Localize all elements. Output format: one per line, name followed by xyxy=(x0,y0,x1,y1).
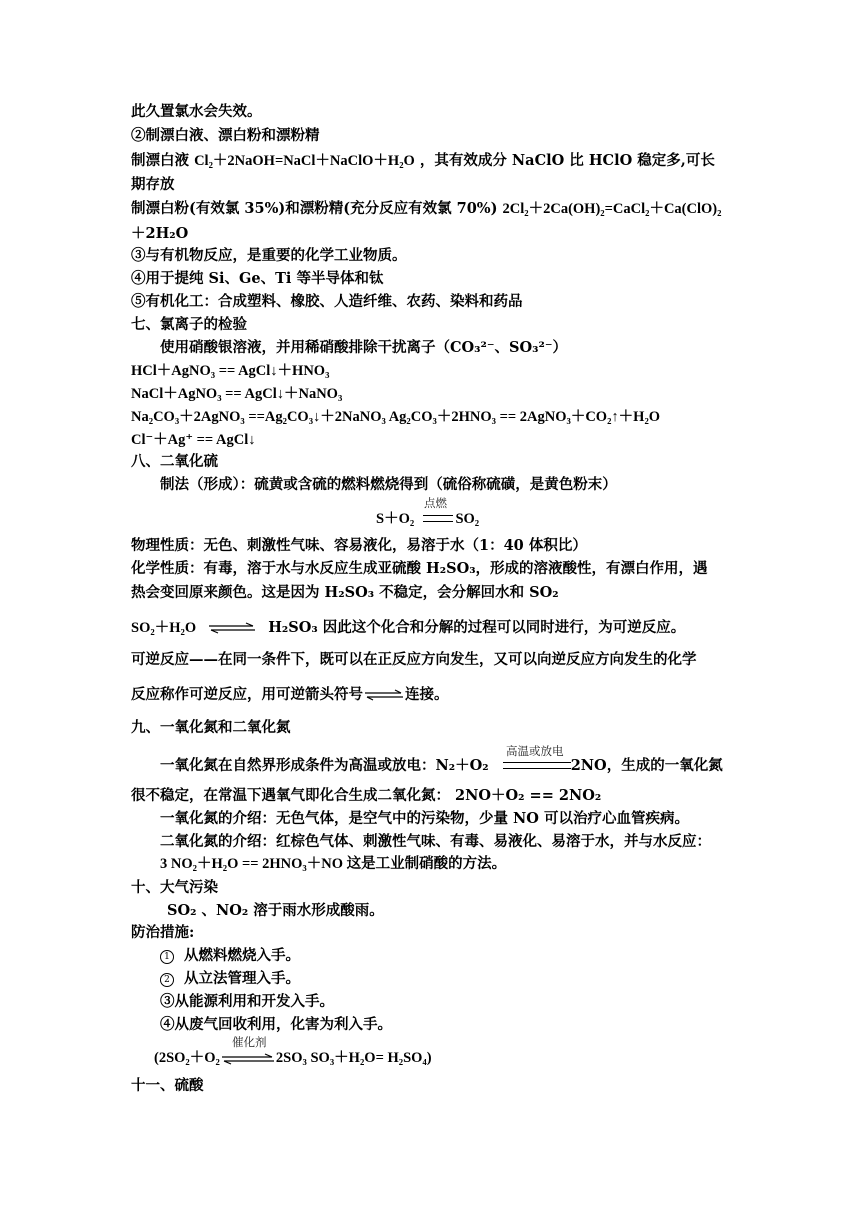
text-line: 可逆反应——在同一条件下，既可以在正反应方向发生，又可以向逆反应方向发生的化学 xyxy=(131,651,697,668)
text-line: ②制漂白液、漂白粉和漂粉精 xyxy=(131,127,320,144)
reversible-arrow-icon xyxy=(207,622,257,634)
text-line: 防治措施: xyxy=(131,924,195,941)
list-item: ④从废气回收利用，化害为利入手。 xyxy=(160,1016,392,1033)
text-line: 使用硝酸银溶液，并用稀硝酸排除干扰离子（CO₃²⁻、SO₃²⁻） xyxy=(160,339,567,356)
text-line: 制法（形成）：硫黄或含硫的燃料燃烧得到（硫俗称硫磺，是黄色粉末） xyxy=(160,476,617,493)
text-segment: ，其有效成分 NaClO 比 HClO 稳定多,可长 xyxy=(414,152,715,169)
list-item xyxy=(160,970,300,988)
text-segment: 反应称作可逆反应，用可逆箭头符号 xyxy=(131,686,363,703)
circled-number-icon: 2 xyxy=(160,973,174,987)
text-segment: H₂SO₃ 因此这个化合和分解的过程可以同时进行，为可逆反应。 xyxy=(268,619,686,636)
text-segment: 一氧化氮在自然界形成条件为高温或放电：N₂＋O₂ xyxy=(160,757,489,774)
text-segment: 连接。 xyxy=(405,686,449,703)
circled-number-icon: 1 xyxy=(160,950,174,964)
text-line: 期存放 xyxy=(131,176,175,193)
section-heading: 九、一氧化氮和二氧化氮 xyxy=(131,719,291,736)
list-item-text: 从燃料燃烧入手。 xyxy=(184,947,300,964)
section-heading: 八、二氧化硫 xyxy=(131,453,218,470)
reaction-condition: 高温或放电 xyxy=(506,744,564,758)
text-line: 物理性质：无色、刺激性气味、容易液化，易溶于水（1：40 体积比） xyxy=(131,537,587,554)
section-heading: 十、大气污染 xyxy=(131,879,218,896)
text-line: ⑤有机化工：合成塑料、橡胶、人造纤维、农药、染料和药品 xyxy=(131,293,523,310)
equation-left: S＋O₂ xyxy=(376,511,415,527)
text-segment: 制漂白粉(有效氯 35%)和漂粉精(充分反应有效氯 70%) xyxy=(131,200,503,217)
text-line: 很不稳定，在常温下遇氧气即化合生成二氧化氮： 2NO＋O₂ == 2NO₂ xyxy=(131,787,602,804)
equation-left: (2SO₂＋O₂ xyxy=(154,1050,220,1066)
chemical-equation: NaCl＋AgNO₃ == AgCl↓＋NaNO₃ xyxy=(131,386,343,402)
list-item-text: 从立法管理入手。 xyxy=(184,970,300,987)
equals-sign-icon xyxy=(503,762,571,769)
equation-right: SO₂ xyxy=(455,511,480,527)
text-line: SO₂ 、NO₂ 溶于雨水形成酸雨。 xyxy=(167,902,384,919)
reversible-arrow-icon xyxy=(220,1053,276,1065)
text-line xyxy=(131,200,721,218)
text-line: 一氧化氮的介绍：无色气体，是空气中的污染物，少量 NO 可以治疗心血管疾病。 xyxy=(160,810,689,827)
text-line xyxy=(131,152,715,170)
text-line xyxy=(160,757,723,775)
text-line xyxy=(131,619,685,637)
equals-sign-icon xyxy=(423,515,453,522)
list-item xyxy=(160,947,300,965)
chemical-equation xyxy=(154,1049,432,1067)
text-line: ④用于提纯 Si、Ge、Ti 等半导体和钛 xyxy=(131,270,384,287)
text-line: ＋2H₂O xyxy=(131,225,189,242)
reversible-arrow-icon xyxy=(363,689,405,701)
chemical-equation: Na₂CO₃＋2AgNO₃ ==Ag₂CO₃↓＋2NaNO₃ Ag₂CO₃＋2HNO₃ == 2AgNO₃＋CO₂↑＋H₂O xyxy=(131,409,661,425)
text-segment: 2NO，生成的一氧化氮 xyxy=(570,757,723,774)
section-heading: 十一、硫酸 xyxy=(131,1077,204,1094)
text-line: 此久置氯水会失效。 xyxy=(131,103,262,120)
text-line: 二氧化氮的介绍：红棕色气体、刺激性气味、有毒、易液化、易溶于水，并与水反应： xyxy=(160,833,711,850)
text-line xyxy=(131,686,449,704)
chemical-equation: 2Cl₂＋2Ca(OH)₂=CaCl₂＋Ca(ClO)₂ xyxy=(502,201,722,217)
chemical-equation: Cl⁻＋Ag⁺ == AgCl↓ xyxy=(131,432,256,448)
section-heading: 七、氯离子的检验 xyxy=(131,316,247,333)
chemical-equation: 3 NO₂＋H₂O == 2HNO₃＋NO 这是工业制硝酸的方法。 xyxy=(160,856,507,872)
text-segment: 制漂白液 xyxy=(131,152,195,169)
text-line: 热会变回原来颜色。这是因为 H₂SO₃ 不稳定，会分解回水和 SO₂ xyxy=(131,584,559,601)
text-line: 化学性质：有毒，溶于水与水反应生成亚硫酸 H₂SO₃，形成的溶液酸性，有漂白作用，遇 xyxy=(131,560,708,577)
chemical-equation: Cl₂＋2NaOH=NaCl＋NaClO＋H₂O xyxy=(194,153,415,169)
equation-right: 2SO₃ SO₃＋H₂O= H₂SO₄) xyxy=(275,1050,432,1066)
chemical-equation: HCl＋AgNO₃ == AgCl↓＋HNO₃ xyxy=(131,363,330,379)
reaction-condition: 催化剂 xyxy=(232,1035,267,1049)
equation-left: SO₂＋H₂O xyxy=(131,620,197,636)
list-item: ③从能源利用和开发入手。 xyxy=(160,993,334,1010)
text-line: ③与有机物反应，是重要的化学工业物质。 xyxy=(131,247,407,264)
reaction-condition: 点燃 xyxy=(424,496,447,510)
